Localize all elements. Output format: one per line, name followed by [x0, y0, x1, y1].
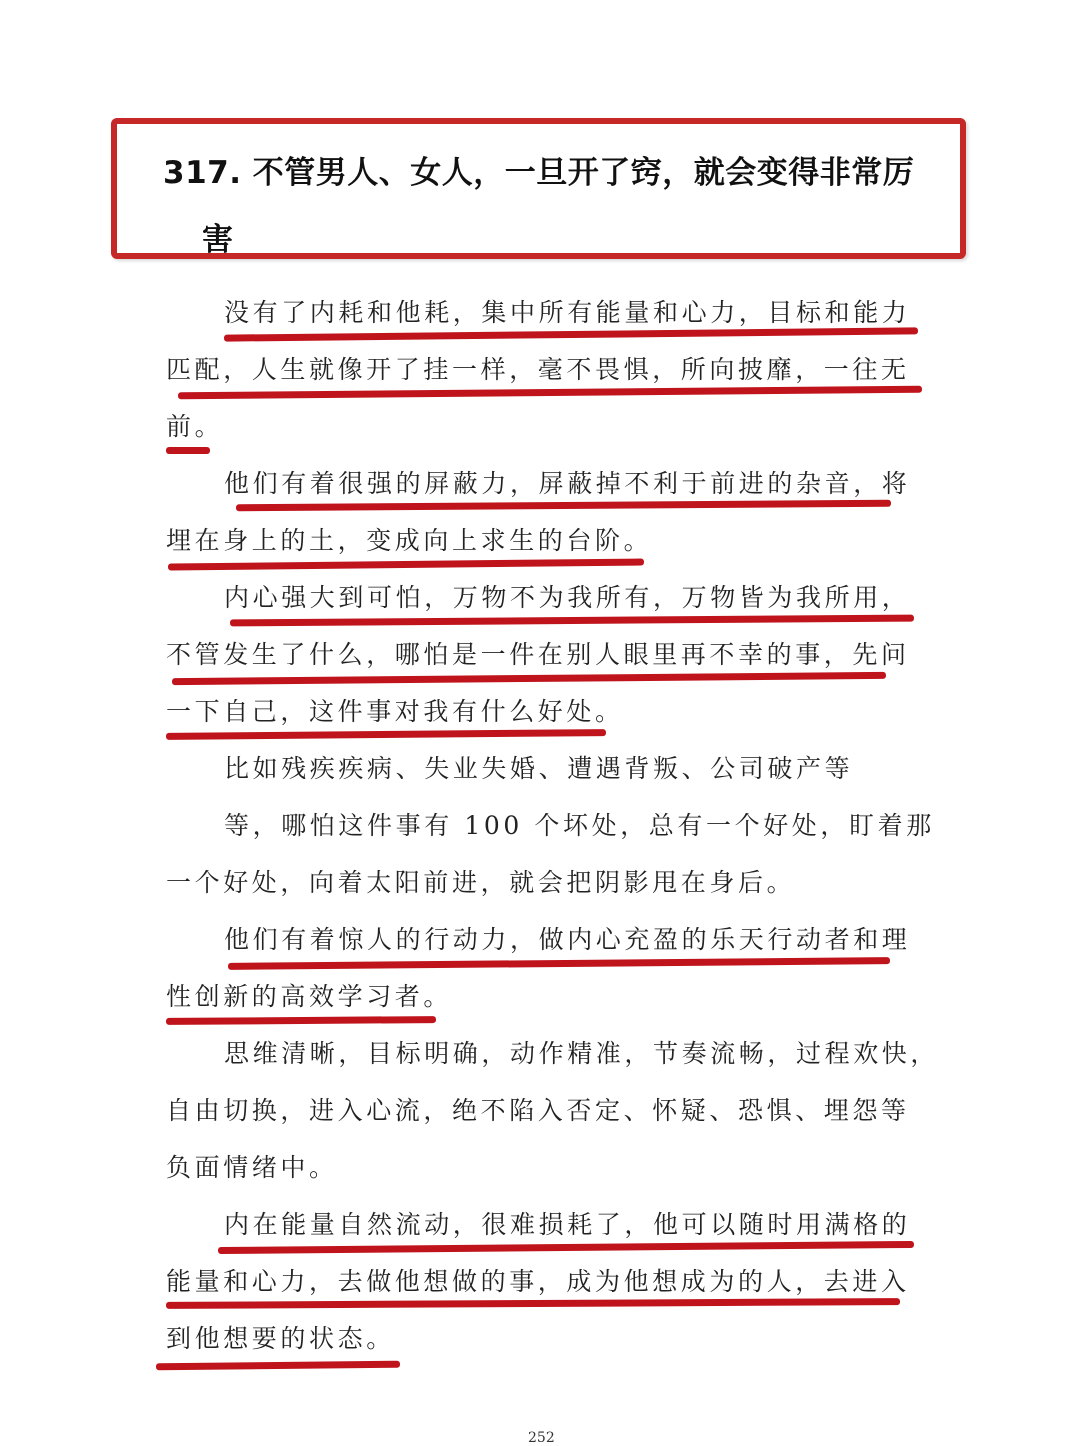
- body-line: 没有了内耗和他耗，集中所有能量和心力，目标和能力: [224, 298, 911, 327]
- body-line: 内心强大到可怕，万物不为我所有，万物皆为我所用，: [224, 583, 911, 612]
- body-line: 性创新的高效学习者。: [166, 982, 453, 1011]
- highlight-underline: [166, 447, 210, 454]
- body-line: 能量和心力，去做他想做的事，成为他想成为的人，去进入: [166, 1267, 910, 1296]
- page-number: 252: [528, 1430, 555, 1446]
- section-title-line-2: 害: [202, 222, 234, 258]
- highlight-underline: [218, 1241, 914, 1254]
- highlight-underline: [166, 1016, 436, 1025]
- highlight-underline: [224, 327, 918, 341]
- highlight-underline: [166, 1298, 900, 1309]
- body-line: 等，哪怕这件事有 100 个坏处，总有一个好处，盯着那: [224, 811, 935, 840]
- body-line: 内在能量自然流动，很难损耗了，他可以随时用满格的: [224, 1210, 911, 1239]
- body-line: 不管发生了什么，哪怕是一件在别人眼里再不幸的事，先问: [166, 640, 910, 669]
- highlight-underline: [166, 729, 606, 740]
- body-line: 他们有着惊人的行动力，做内心充盈的乐天行动者和理: [224, 925, 911, 954]
- highlight-underline: [172, 672, 886, 685]
- body-line: 一下自己，这件事对我有什么好处。: [166, 697, 624, 726]
- body-line: 他们有着很强的屏蔽力，屏蔽掉不利于前进的杂音，将: [224, 469, 911, 498]
- highlight-underline: [236, 500, 891, 512]
- body-line: 前。: [166, 412, 224, 441]
- highlight-underline: [228, 957, 890, 970]
- highlight-underline: [178, 386, 922, 399]
- highlight-underline: [156, 1361, 400, 1371]
- body-line: 到他想要的状态。: [166, 1324, 395, 1353]
- body-line: 埋在身上的土，变成向上求生的台阶。: [166, 526, 653, 555]
- highlight-underline: [168, 559, 644, 571]
- body-line: 一个好处，向着太阳前进，就会把阴影甩在身后。: [166, 868, 796, 897]
- highlight-underline: [230, 615, 914, 627]
- body-line: 负面情绪中。: [166, 1153, 338, 1182]
- body-line: 思维清晰，目标明确，动作精准，节奏流畅，过程欢快，: [224, 1039, 940, 1068]
- section-title-line-1: 317. 不管男人、女人，一旦开了窍，就会变得非常厉: [163, 155, 915, 191]
- body-line: 自由切换，进入心流，绝不陷入否定、怀疑、恐惧、埋怨等: [166, 1096, 910, 1125]
- body-line: 比如残疾疾病、失业失婚、遭遇背叛、公司破产等: [224, 754, 854, 783]
- body-line: 匹配，人生就像开了挂一样，毫不畏惧，所向披靡，一往无: [166, 355, 910, 384]
